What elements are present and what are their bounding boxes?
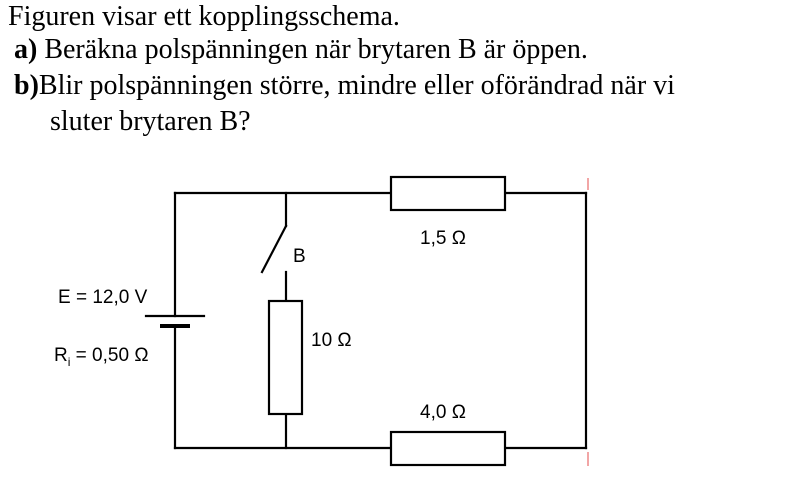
question-a-text: Beräkna polspänningen när brytaren B är öppen. <box>44 34 588 65</box>
resistor-middle <box>269 301 302 414</box>
ri-subscript: i <box>67 355 71 369</box>
question-a-marker: a) <box>14 34 38 65</box>
resistor-bottom-label: 4,0 Ω <box>420 402 466 423</box>
ri-prefix: R <box>54 345 68 366</box>
switch-blade <box>262 226 286 272</box>
resistor-top <box>391 177 505 210</box>
question-b-text-line1: Blir polspänningen större, mindre eller oförändrad när vi <box>38 70 675 101</box>
question-b-line2: sluter brytaren B? <box>50 106 251 137</box>
resistor-bottom <box>391 432 505 465</box>
resistor-middle-label: 10 Ω <box>311 330 352 351</box>
internal-resistance-label <box>54 345 149 369</box>
intro-text: Figuren visar ett kopplingsschema. <box>8 1 400 32</box>
switch-label: B <box>293 246 306 267</box>
emf-label: E = 12,0 V <box>58 287 148 308</box>
ri-value: = 0,50 Ω <box>70 345 149 366</box>
resistor-top-label: 1,5 Ω <box>420 228 466 249</box>
question-b-marker: b) <box>14 70 39 101</box>
